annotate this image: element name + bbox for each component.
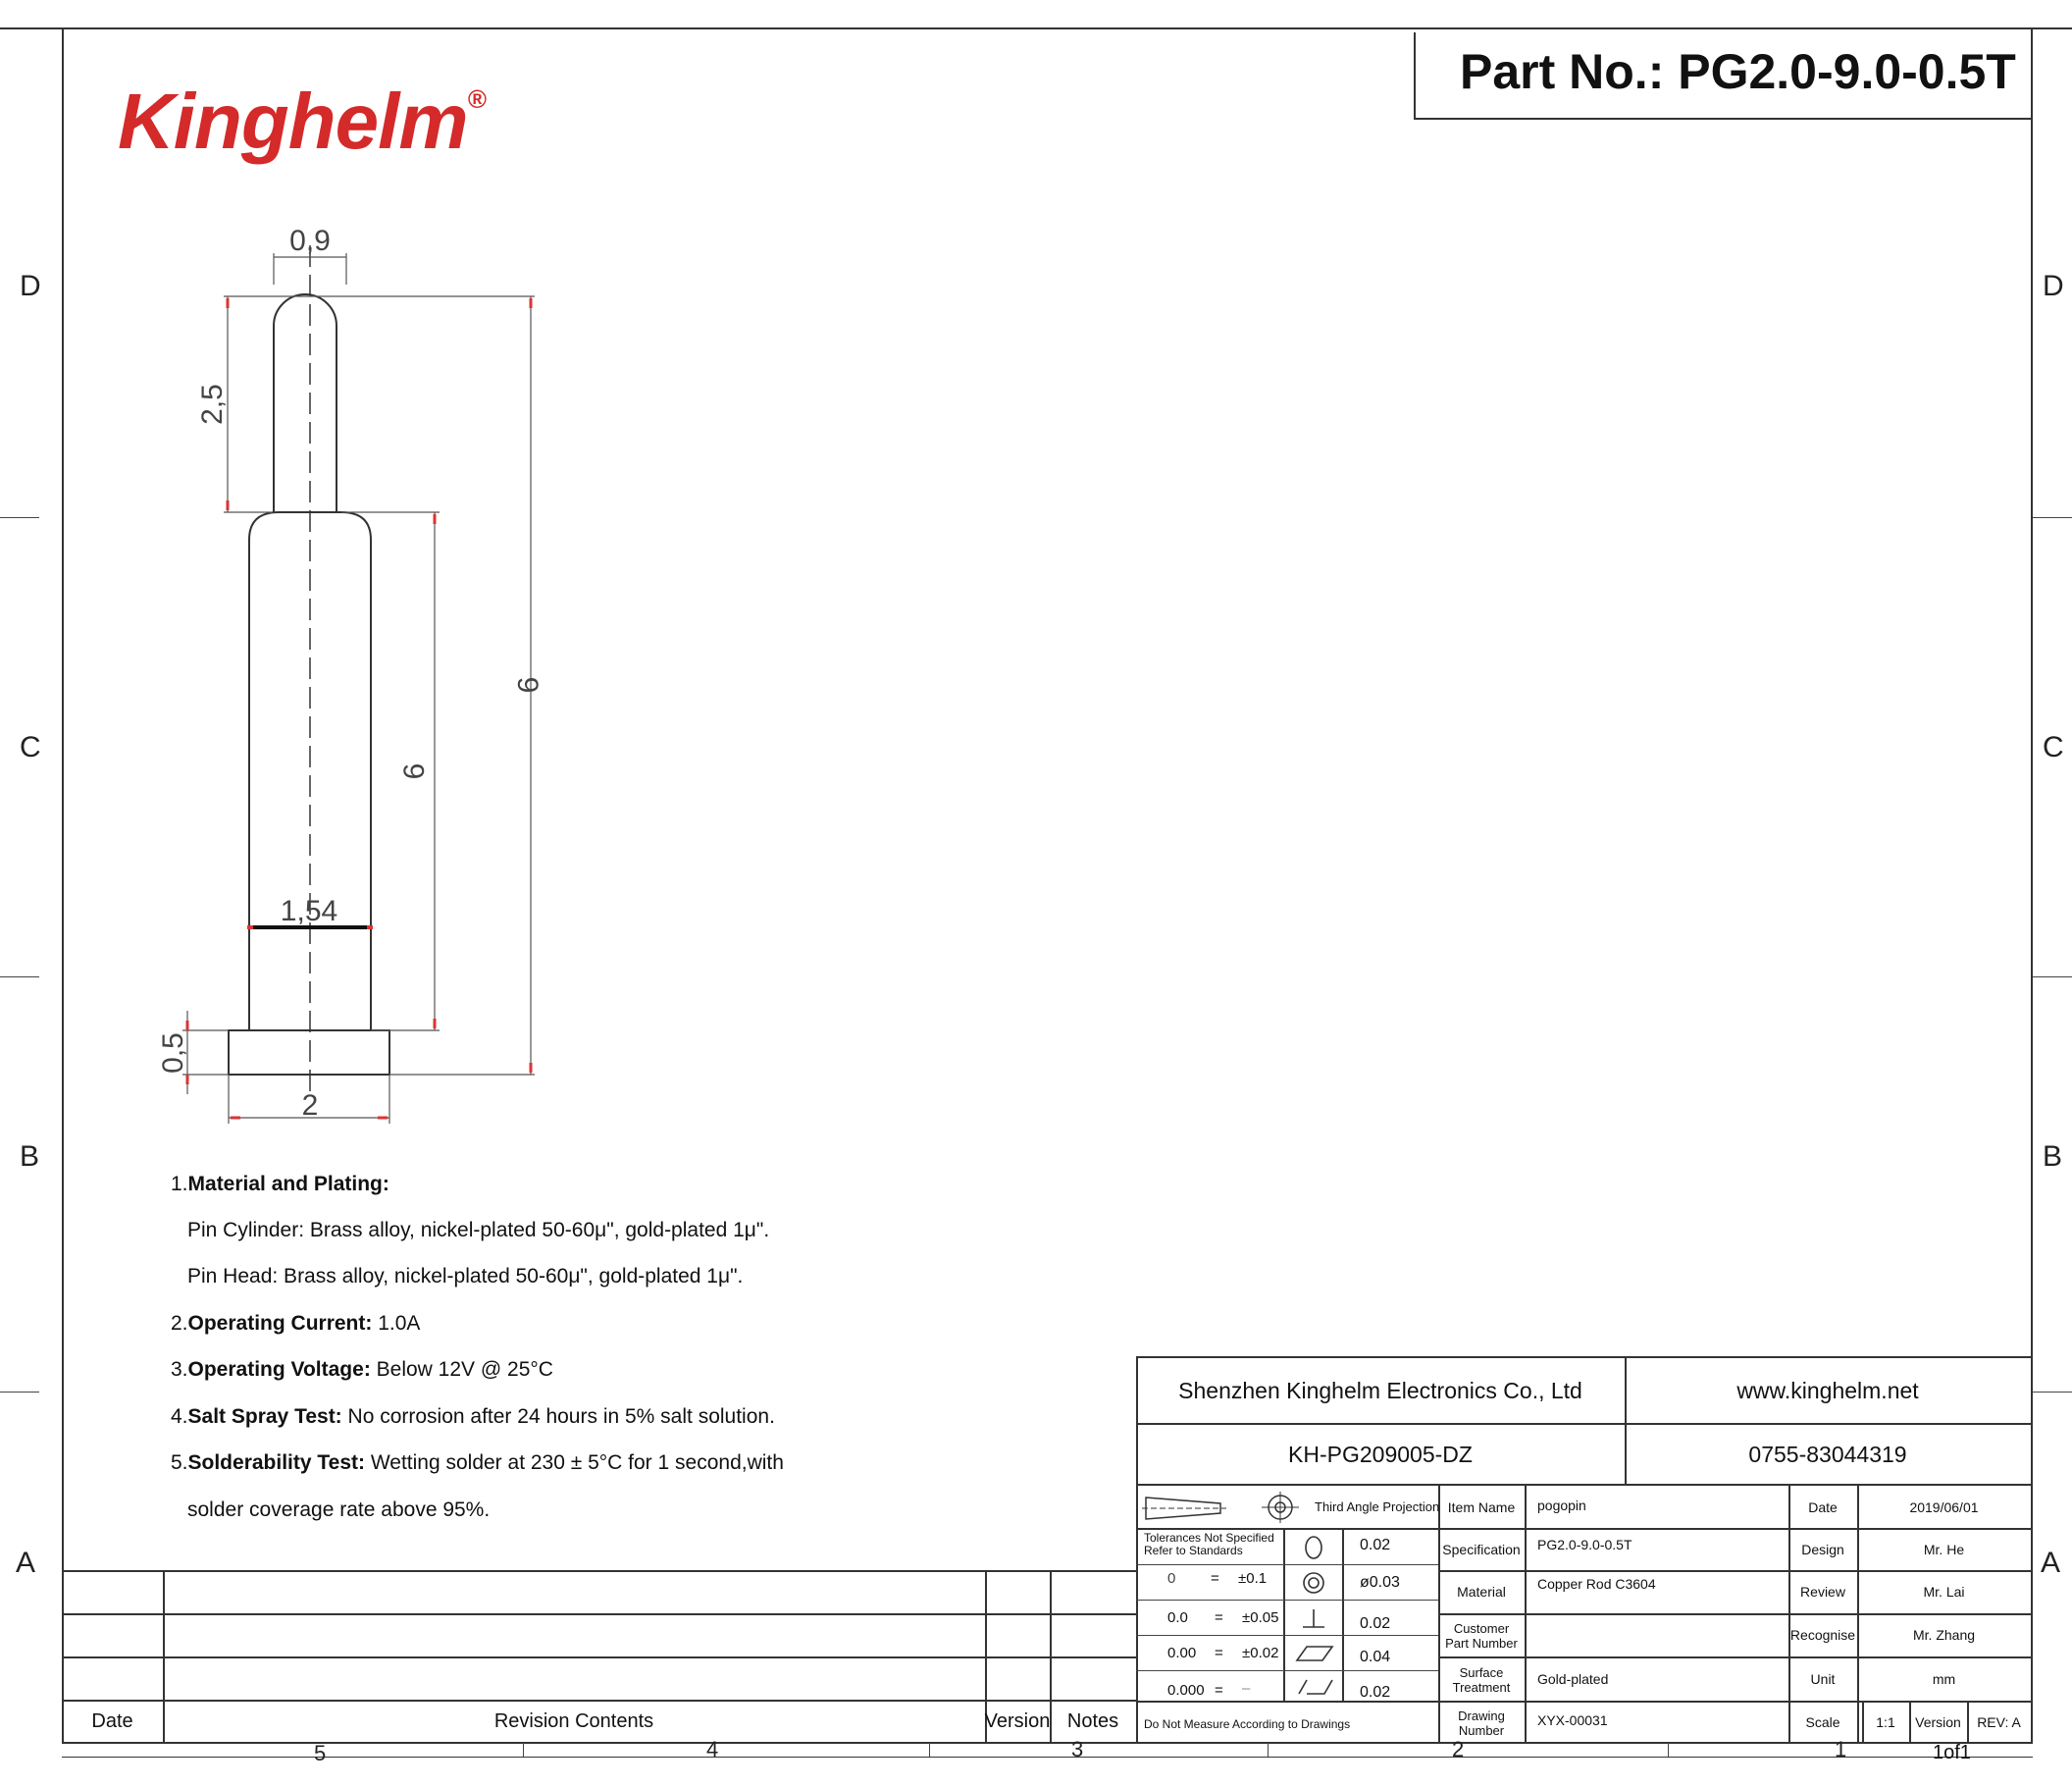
header-divider-bottom <box>1414 118 2031 120</box>
zone-tick <box>929 1743 930 1757</box>
value-unit: mm <box>1932 1670 1956 1687</box>
note-1-heading: 1.Material and Plating: <box>171 1173 389 1195</box>
dim-head-thickness: 0,5 <box>157 1032 189 1074</box>
do-not-measure-note: Do Not Measure According to Drawings <box>1144 1717 1351 1731</box>
zone-number-2: 2 <box>1452 1737 1465 1761</box>
zone-number-1: 1 <box>1835 1737 1847 1761</box>
label-unit: Unit <box>1810 1670 1836 1687</box>
label-surface-line-1: Surface <box>1459 1664 1504 1680</box>
note-5: 5.Solderability Test: Wetting solder at 230 ± 5°C for 1 second,with <box>171 1451 784 1474</box>
note-2: 2.Operating Current: 1.0A <box>171 1312 421 1335</box>
zone-tick <box>2033 976 2072 977</box>
tol-val-0: ±0.1 <box>1238 1570 1268 1587</box>
note-1-line-1: Pin Cylinder: Brass alloy, nickel-plated 50-60μ", gold-plated 1μ". <box>187 1219 770 1241</box>
rev-row-line <box>62 1656 1136 1658</box>
geometric-symbols <box>1293 1531 1338 1700</box>
zone-number-4: 4 <box>706 1737 719 1761</box>
frame-bottom-outer <box>62 1757 2033 1758</box>
label-drawing-number <box>1438 1703 1525 1743</box>
geo-value-concentricity: ø0.03 <box>1360 1574 1400 1591</box>
tol-fmt-2: 0.00 <box>1167 1645 1197 1661</box>
dim-head-diameter: 2 <box>301 1089 319 1122</box>
geo-value-profile: 0.02 <box>1360 1684 1391 1701</box>
tol-eq-3: = <box>1215 1682 1223 1699</box>
frame-top <box>62 27 1998 29</box>
tb-row <box>1136 1635 1438 1636</box>
geo-value-circularity: 0.02 <box>1360 1537 1391 1553</box>
tb-row <box>1136 1670 1438 1671</box>
value-item-name: pogopin <box>1537 1498 1586 1513</box>
tol-eq-1: = <box>1215 1609 1223 1626</box>
pin-tip-outline <box>274 294 337 512</box>
tb-col <box>1342 1528 1344 1701</box>
zone-tick <box>0 517 39 518</box>
frame-left <box>62 27 64 1743</box>
concentricity-icon <box>1304 1573 1323 1593</box>
value-scale: 1:1 <box>1876 1713 1895 1730</box>
zone-letter-left-a: A <box>16 1547 36 1579</box>
rev-header-version: Version <box>984 1710 1051 1732</box>
label-recognise: Recognise <box>1789 1627 1856 1643</box>
label-design: Design <box>1801 1541 1844 1557</box>
zone-letter-left-b: B <box>20 1140 40 1173</box>
tol-fmt-1: 0.0 <box>1167 1609 1188 1626</box>
company-phone: 0755-83044319 <box>1748 1441 1907 1467</box>
tolerance-header-line-1: Tolerances Not Specified <box>1144 1531 1274 1545</box>
label-surface-line-2: Treatment <box>1452 1679 1511 1695</box>
zone-letter-left-c: C <box>20 731 41 763</box>
value-date: 2019/06/01 <box>1909 1498 1979 1515</box>
note-3: 3.Operating Voltage: Below 12V @ 25°C <box>171 1358 553 1381</box>
value-version: REV: A <box>1977 1713 2021 1730</box>
tol-fmt-3: 0.000 <box>1167 1682 1205 1699</box>
value-material: Copper Rod C3604 <box>1537 1576 1656 1592</box>
value-design: Mr. He <box>1923 1541 1965 1557</box>
zone-number-3: 3 <box>1071 1737 1084 1761</box>
label-item-name: Item Name <box>1447 1498 1516 1515</box>
part-number-title: Part No.: PG2.0-9.0-0.5T <box>1460 44 2016 99</box>
label-surface-treatment <box>1438 1658 1525 1701</box>
tb-row <box>1136 1564 1438 1565</box>
third-angle-projection-icon <box>1142 1490 1309 1525</box>
label-customer-line-2: Part Number <box>1445 1636 1518 1651</box>
zone-tick <box>0 1392 39 1393</box>
profile-icon <box>1299 1680 1332 1694</box>
zone-tick <box>523 1743 524 1757</box>
label-drawing-line-1: Drawing <box>1458 1708 1505 1723</box>
dim-tip-width: 0,9 <box>289 225 331 257</box>
note-1-line-2: Pin Head: Brass alloy, nickel-plated 50-60μ", gold-plated 1μ". <box>187 1265 744 1288</box>
dim-body-diameter: 1,54 <box>280 895 338 927</box>
projection-label: Third Angle Projection <box>1315 1499 1440 1514</box>
zone-tick <box>2033 1392 2072 1393</box>
tb-col <box>1283 1528 1285 1701</box>
zone-letter-right-a: A <box>2041 1547 2061 1579</box>
company-name: Shenzhen Kinghelm Electronics Co., Ltd <box>1178 1377 1582 1403</box>
tolerance-header-line-2: Refer to Standards <box>1144 1544 1243 1557</box>
tb-row <box>1136 1600 1438 1601</box>
rev-row-line <box>62 1570 1136 1572</box>
note-5-line-2: solder coverage rate above 95%. <box>187 1498 491 1521</box>
zone-tick <box>1668 1743 1669 1757</box>
flatness-icon <box>1297 1647 1332 1660</box>
tol-fmt-0: 0 <box>1167 1570 1176 1587</box>
zone-number-5: 5 <box>314 1741 327 1765</box>
label-specification: Specification <box>1442 1541 1521 1557</box>
tol-eq-0: = <box>1211 1570 1219 1587</box>
zone-letter-right-c: C <box>2043 731 2064 763</box>
frame-bottom <box>62 1742 2033 1744</box>
note-4: 4.Salt Spray Test: No corrosion after 24 hours in 5% salt solution. <box>171 1405 775 1428</box>
sheet-number: 1of1 <box>1933 1742 1971 1763</box>
label-customer-part-number <box>1438 1615 1525 1656</box>
value-recognise: Mr. Zhang <box>1912 1627 1976 1643</box>
zone-tick <box>0 976 39 977</box>
zone-letter-right-d: D <box>2043 270 2064 302</box>
value-specification: PG2.0-9.0-0.5T <box>1537 1537 1632 1552</box>
tol-val-2: ±0.02 <box>1242 1645 1279 1661</box>
label-version: Version <box>1915 1713 1961 1730</box>
label-review: Review <box>1800 1584 1845 1600</box>
zone-tick <box>2033 517 2072 518</box>
rev-header-notes: Notes <box>1066 1710 1119 1732</box>
tol-eq-2: = <box>1215 1645 1223 1661</box>
geo-value-flatness: 0.04 <box>1360 1649 1391 1665</box>
label-material: Material <box>1457 1584 1506 1600</box>
tol-val-1: ±0.05 <box>1242 1609 1279 1626</box>
label-customer-line-1: Customer <box>1453 1621 1510 1636</box>
label-drawing-line-2: Number <box>1458 1722 1505 1738</box>
logo-text: Kinghelm <box>118 78 468 165</box>
header-divider-left <box>1414 32 1416 120</box>
label-scale: Scale <box>1805 1713 1840 1730</box>
geo-value-perpendicularity: 0.02 <box>1360 1615 1391 1632</box>
pin-drawing <box>137 216 569 1129</box>
zone-letter-right-b: B <box>2043 1140 2063 1173</box>
pin-head-outline <box>229 1030 389 1075</box>
value-drawing-number: XYX-00031 <box>1537 1712 1608 1728</box>
tolerance-header <box>1144 1532 1274 1557</box>
frame-right <box>2031 27 2033 1743</box>
value-review: Mr. Lai <box>1923 1584 1965 1600</box>
label-date: Date <box>1808 1498 1838 1515</box>
zone-tick <box>1268 1743 1269 1757</box>
value-surface-treatment: Gold-plated <box>1537 1671 1609 1687</box>
company-website: www.kinghelm.net <box>1736 1377 1919 1403</box>
dim-body-length: 6 <box>398 762 431 780</box>
dim-tip-length: 2,5 <box>196 384 229 425</box>
tol-val-3: – <box>1242 1680 1251 1697</box>
rev-header-contents: Revision Contents <box>493 1710 654 1732</box>
registered-mark: ® <box>467 84 486 114</box>
drawing-code: KH-PG209005-DZ <box>1288 1441 1473 1467</box>
company-logo <box>118 77 486 167</box>
dim-total-length: 9 <box>511 676 544 694</box>
circularity-icon <box>1306 1537 1321 1558</box>
rev-row-line <box>62 1613 1136 1615</box>
rev-header-date: Date <box>91 1710 133 1732</box>
zone-letter-left-d: D <box>20 270 41 302</box>
